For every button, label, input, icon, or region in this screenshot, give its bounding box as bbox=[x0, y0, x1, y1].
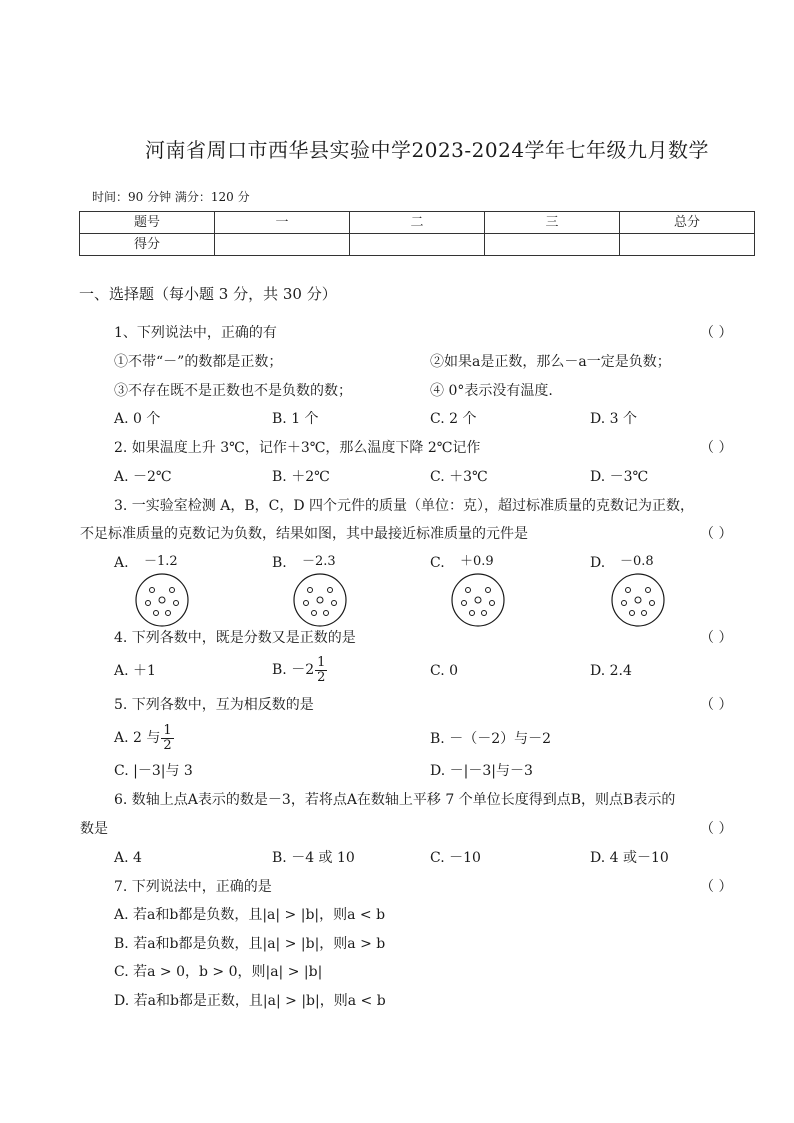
answer-paren[interactable]: （ ） bbox=[700, 325, 733, 341]
q3-value-b: －2.3 bbox=[302, 554, 336, 569]
q2-option-c[interactable]: C. ＋3℃ bbox=[430, 469, 488, 485]
q6-option-a[interactable]: A. 4 bbox=[114, 850, 142, 866]
fraction-denominator: 2 bbox=[163, 737, 172, 753]
q7-option-b[interactable]: B. 若a和b都是负数，且|a| > |b|，则a > b bbox=[114, 936, 386, 952]
answer-paren[interactable]: （ ） bbox=[700, 440, 733, 456]
fraction bbox=[161, 724, 173, 752]
score-cell: 二 bbox=[350, 212, 485, 234]
answer-paren[interactable]: （ ） bbox=[700, 697, 733, 713]
q3-value-d: －0.8 bbox=[620, 554, 654, 569]
q6-stem-line2: 数是 bbox=[80, 821, 108, 837]
q3-stem-line2: 不足标准质量的克数记为负数，结果如图，其中最接近标准质量的元件是 bbox=[80, 526, 528, 542]
score-table bbox=[79, 211, 755, 256]
q5-option-a-prefix: A. 2 与 bbox=[114, 730, 161, 747]
fraction-numerator: 1 bbox=[163, 723, 172, 738]
q5-option-b[interactable]: B. －（－2）与－2 bbox=[430, 731, 552, 747]
q7-option-a[interactable]: A. 若a和b都是负数，且|a| > |b|，则a < b bbox=[114, 907, 386, 923]
answer-paren[interactable]: （ ） bbox=[700, 630, 733, 646]
q5-option-a[interactable] bbox=[114, 724, 174, 752]
q6-option-c[interactable]: C. －10 bbox=[430, 850, 481, 866]
q7-option-c[interactable]: C. 若a > 0，b > 0，则|a| > |b| bbox=[114, 964, 323, 980]
component-disc-icon bbox=[292, 572, 348, 628]
q1-statement-3: ③不存在既不是正数也不是负数的数； bbox=[114, 383, 352, 399]
q1-statement-2: ②如果a是正数，那么－a一定是负数； bbox=[430, 354, 671, 370]
q4-option-b-prefix: B. －2 bbox=[272, 662, 315, 679]
q4-option-a[interactable]: A. ＋1 bbox=[114, 663, 156, 679]
component-disc-icon bbox=[134, 572, 190, 628]
q3-option-d[interactable]: D. bbox=[590, 555, 606, 571]
answer-paren[interactable]: （ ） bbox=[700, 879, 733, 895]
q3-option-c[interactable]: C. bbox=[430, 555, 445, 571]
q5-option-d[interactable]: D. －|－3|与－3 bbox=[430, 763, 533, 779]
q1-stem: 1、下列说法中，正确的有 bbox=[114, 325, 277, 341]
q1-option-b[interactable]: B. 1 个 bbox=[272, 411, 319, 427]
q4-stem: 4. 下列各数中，既是分数又是正数的是 bbox=[114, 630, 356, 646]
score-blank[interactable] bbox=[350, 234, 485, 256]
q4-option-b[interactable] bbox=[272, 656, 327, 684]
score-cell: 得分 bbox=[80, 234, 215, 256]
score-blank[interactable] bbox=[485, 234, 620, 256]
q2-option-b[interactable]: B. ＋2℃ bbox=[272, 469, 330, 485]
answer-paren[interactable]: （ ） bbox=[700, 526, 733, 542]
q1-option-a[interactable]: A. 0 个 bbox=[114, 411, 161, 427]
q5-option-c[interactable]: C. |－3|与 3 bbox=[114, 763, 193, 779]
exam-time-info: 时间：90 分钟 满分：120 分 bbox=[92, 190, 250, 204]
fraction-numerator: 1 bbox=[317, 655, 326, 670]
q5-stem: 5. 下列各数中，互为相反数的是 bbox=[114, 697, 314, 713]
fraction-denominator: 2 bbox=[317, 669, 326, 685]
score-cell: 总分 bbox=[620, 212, 755, 234]
q1-option-c[interactable]: C. 2 个 bbox=[430, 411, 477, 427]
q1-statement-4: ④ 0°表示没有温度. bbox=[430, 383, 553, 399]
q2-option-d[interactable]: D. －3℃ bbox=[590, 469, 649, 485]
answer-paren[interactable]: （ ） bbox=[700, 821, 733, 837]
q6-option-d[interactable]: D. 4 或－10 bbox=[590, 850, 669, 866]
score-blank[interactable] bbox=[620, 234, 755, 256]
q3-option-a[interactable]: A. bbox=[114, 555, 129, 571]
q6-stem-line1: 6. 数轴上点A表示的数是－3，若将点A在数轴上平移 7 个单位长度得到点B，则点B表示的 bbox=[114, 792, 676, 808]
q6-option-b[interactable]: B. －4 或 10 bbox=[272, 850, 355, 866]
exam-title: 河南省周口市西华县实验中学2023-2024学年七年级九月数学 bbox=[145, 138, 710, 162]
score-blank[interactable] bbox=[215, 234, 350, 256]
q7-stem: 7. 下列说法中，正确的是 bbox=[114, 879, 272, 895]
q1-statement-1: ①不带“－”的数都是正数； bbox=[114, 354, 283, 370]
section-heading: 一、选择题（每小题 3 分，共 30 分） bbox=[79, 285, 337, 303]
q4-option-c[interactable]: C. 0 bbox=[430, 663, 459, 679]
fraction bbox=[315, 656, 327, 684]
q1-option-d[interactable]: D. 3 个 bbox=[590, 411, 637, 427]
q3-value-a: －1.2 bbox=[144, 554, 178, 569]
q7-option-d[interactable]: D. 若a和b都是正数，且|a| > |b|，则a < b bbox=[114, 993, 386, 1009]
q3-stem-line1: 3. 一实验室检测 A，B，C，D 四个元件的质量（单位：克），超过标准质量的克数记为正数， bbox=[114, 498, 695, 514]
q2-stem: 2. 如果温度上升 3℃，记作＋3℃，那么温度下降 2℃记作 bbox=[114, 440, 481, 456]
score-cell: 三 bbox=[485, 212, 620, 234]
q2-option-a[interactable]: A. －2℃ bbox=[114, 469, 172, 485]
score-table-header-row bbox=[80, 212, 755, 234]
component-disc-icon bbox=[450, 572, 506, 628]
q4-option-d[interactable]: D. 2.4 bbox=[590, 663, 632, 679]
score-cell: 题号 bbox=[80, 212, 215, 234]
score-table-score-row bbox=[80, 234, 755, 256]
component-disc-icon bbox=[610, 572, 666, 628]
score-cell: 一 bbox=[215, 212, 350, 234]
q3-option-b[interactable]: B. bbox=[272, 555, 287, 571]
q3-value-c: ＋0.9 bbox=[460, 554, 494, 569]
